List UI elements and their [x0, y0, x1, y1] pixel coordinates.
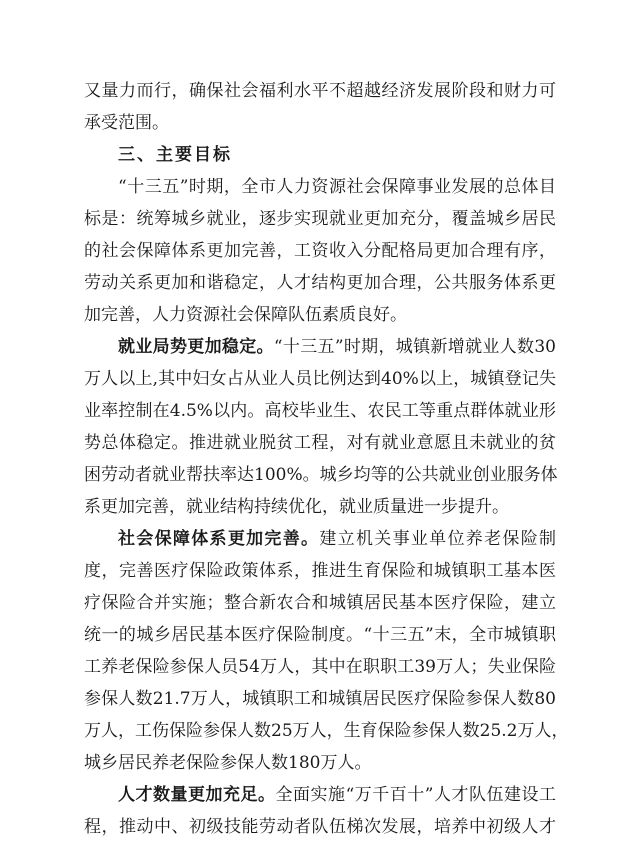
paragraph-line: “十三五”时期，全市人力资源社会保障事业发展的总体目: [118, 177, 556, 197]
paragraph-line: 势总体稳定。推进就业脱贫工程，对有就业意愿且未就业的贫: [84, 433, 556, 453]
paragraph-line: 劳动关系更加和谐稳定，人才结构更加合理，公共服务体系更: [84, 273, 556, 293]
paragraph-line: 统一的城乡居民基本医疗保险制度。“十三五”末，全市城镇职: [84, 625, 556, 645]
paragraph-line: 系更加完善，就业结构持续优化，就业质量进一步提升。: [84, 497, 509, 517]
paragraph-lead: 就业局势更加稳定。: [118, 337, 274, 357]
paragraph-line: 标是：统筹城乡就业，逐步实现就业更加充分，覆盖城乡居民: [84, 209, 556, 229]
paragraph-first-line: [118, 779, 556, 811]
paragraph-line: 的社会保障体系更加完善，工资收入分配格局更加合理有序，: [84, 241, 556, 261]
paragraph-line: 加完善，人力资源社会保障队伍素质良好。: [84, 305, 407, 325]
paragraph-lead: 人才数量更加充足。: [118, 785, 276, 805]
paragraph-line: 又量力而行，确保社会福利水平不超越经济发展阶段和财力可: [84, 81, 556, 101]
paragraph-line: 工养老保险参保人员54万人，其中在职职工39万人；失业保险: [84, 657, 556, 677]
paragraph-line: 程，推动中、初级技能劳动者队伍梯次发展，培养中初级人才: [84, 817, 556, 837]
paragraph-first-line: [118, 523, 556, 555]
paragraph-line: 万人，工伤保险参保人数25万人，生育保险参保人数25.2万人，: [84, 721, 569, 741]
paragraph-line: 万人以上,其中妇女占从业人员比例达到40%以上，城镇登记失: [84, 369, 556, 389]
paragraph-line: 疗保险合并实施；整合新农合和城镇居民基本医疗保险，建立: [84, 593, 556, 613]
section-heading: 三、主要目标: [118, 145, 232, 165]
paragraph-line: 业率控制在4.5%以内。高校毕业生、农民工等重点群体就业形: [84, 401, 556, 421]
paragraph-first-line: [118, 331, 556, 363]
paragraph-text: 建立机关事业单位养老保险制: [319, 529, 557, 549]
paragraph-text: “十三五”时期，城镇新增就业人数30: [273, 337, 556, 357]
paragraph-line: 参保人数21.7万人，城镇职工和城镇居民医疗保险参保人数80: [84, 689, 556, 709]
paragraph-line: 城乡居民养老保险参保人数180万人。: [84, 753, 372, 773]
paragraph-line: 度，完善医疗保险政策体系，推进生育保险和城镇职工基本医: [84, 561, 556, 581]
paragraph-line: 承受范围。: [84, 113, 169, 133]
paragraph-lead: 社会保障体系更加完善。: [118, 529, 320, 549]
paragraph-line: 困劳动者就业帮扶率达100%。城乡均等的公共就业创业服务体: [84, 465, 558, 485]
paragraph-text: 全面实施“万千百十”人才队伍建设工: [275, 785, 556, 805]
